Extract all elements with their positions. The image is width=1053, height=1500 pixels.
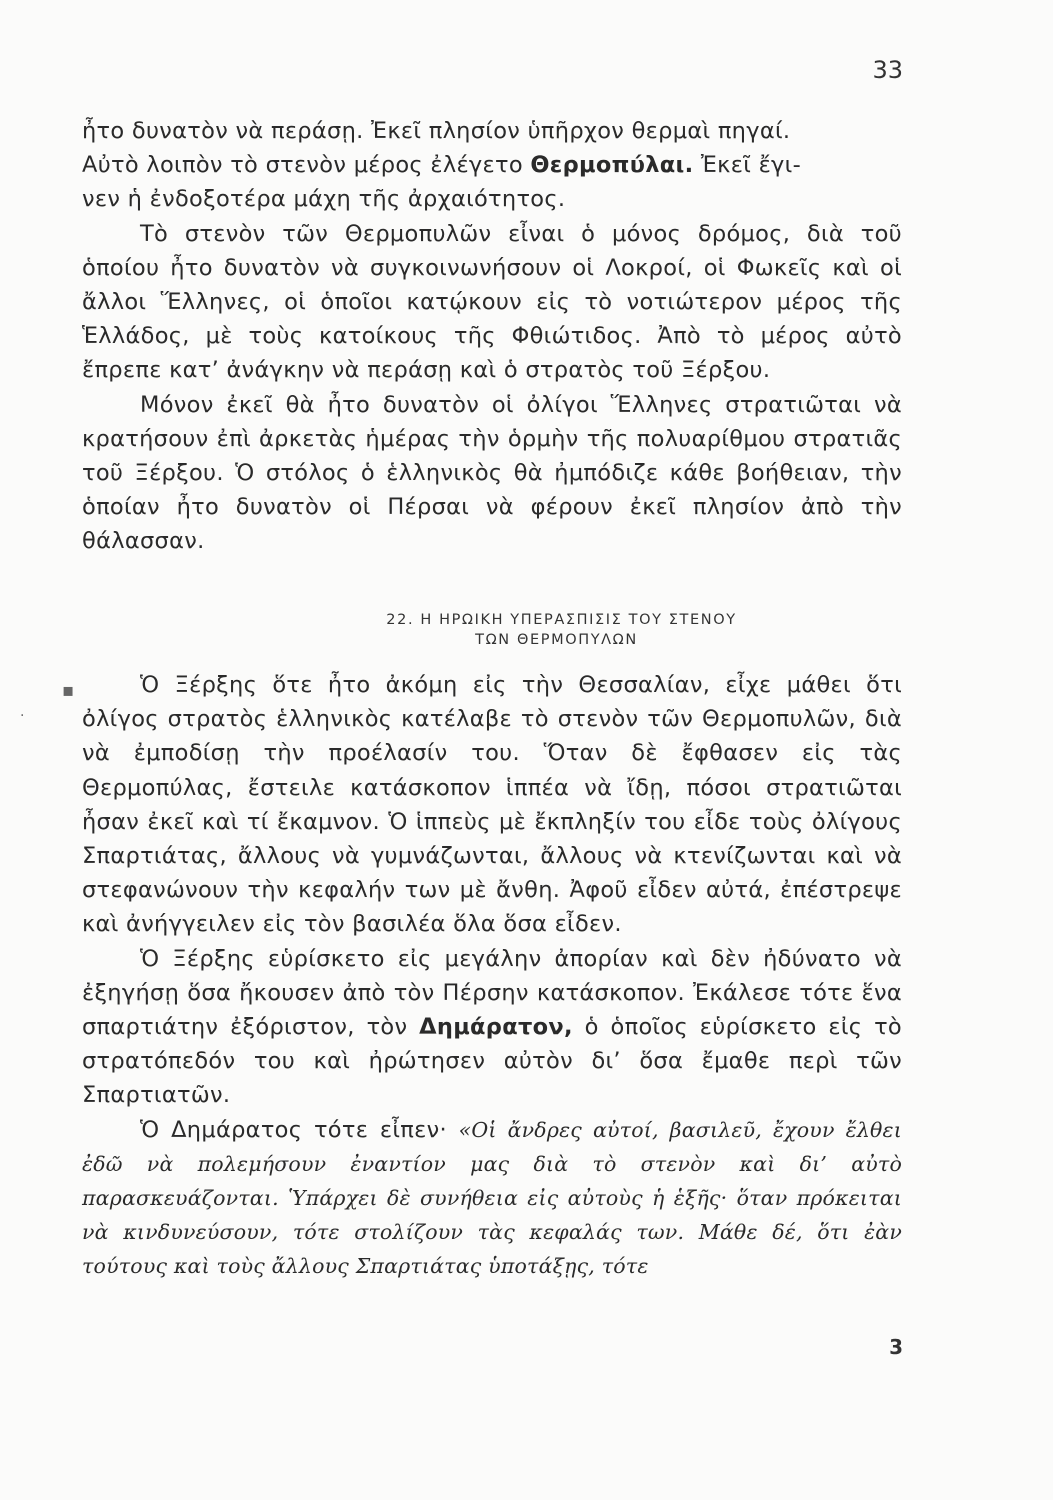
- paragraph-6-start: Ὁ Δημάρατος τότε εἶπεν·: [140, 1116, 459, 1143]
- paragraph-6: [82, 1113, 902, 1284]
- paragraph-4: Ὁ Ξέρξης ὅτε ἦτο ἀκόμη εἰς τὴν Θεσσαλίαν, εἶχε μάθει ὅτι ὀλίγος στρατὸς ἑλληνικὸς κατέλαβε τὸ στενὸν τῶν Θερμοπυλῶν, διὰ νὰ ἐμποδίσῃ τὴν προέλασίν του. Ὅταν δὲ ἔφθασεν εἰς τὰς Θερμοπύλας, ἔστειλε κατάσκοπον ἱππέα νὰ ἴδῃ, πόσοι στρατιῶται ἦσαν ἐκεῖ καὶ τί ἔκαμνον. Ὁ ἱππεὺς μὲ ἔκπληξίν του εἶδε τοὺς ὀλίγους Σπαρτιάτας, ἄλλους νὰ γυμνάζωνται, ἄλλους νὰ κτενίζωνται καὶ νὰ στεφανώνουν τὴν κεφαλήν των μὲ ἄνθη. Ἀφοῦ εἶδεν αὐτά, ἐπέστρεψε καὶ ἀνήγγειλεν εἰς τὸν βασιλέα ὅλα ὅσα εἶδεν.: [82, 672, 902, 938]
- margin-mark-small: ·: [20, 708, 25, 724]
- signature-mark: 3: [889, 1335, 903, 1359]
- paragraph-5: [82, 942, 902, 1113]
- margin-mark: ▪: [62, 680, 75, 701]
- section-heading-line-2: ΤΩΝ ΘΕΡΜΟΠΥΛΩΝ: [475, 632, 638, 648]
- demaratus-quote: «Οἱ ἄνδρες αὐτοί, βασιλεῦ, ἔχουν ἔλθει ἐδῶ νὰ πολεμήσουν ἐναντίον μας διὰ τὸ στενὸν καὶ δι’ αὐτὸ παρασκευάζονται. Ὑπάρχει δὲ συνήθεια εἰς αὐτοὺς ἡ ἑξῆς· ὅταν πρόκειται νὰ κινδυνεύσουν, τότε στολίζουν τὰς κεφαλάς των. Μάθε δέ, ὅτι ἐὰν τούτους καὶ τοὺς ἄλλους Σπαρτιάτας ὑποτάξῃς, τότε: [82, 1117, 902, 1279]
- text-block-top: [82, 114, 902, 559]
- paragraph-5-start: Ὁ Ξέρξης εὑρίσκετο εἰς μεγάλην ἀπορίαν καὶ δὲν ἠδύνατο νὰ ἐξηγήσῃ ὅσα ἤκουσεν ἀπὸ τὸν Πέρσην κατάσκοπον. Ἐκάλεσε τότε ἕνα σπαρτιάτην ἐξόριστον, τὸν: [82, 945, 902, 1041]
- paragraph-5-end: ὁ ὁποῖος εὑρίσκετο εἰς τὸ στρατόπεδόν του καὶ ἠρώτησεν αὐτὸν δι’ ὅσα ἔμαθε περὶ τῶν Σπαρτιατῶν.: [82, 1014, 902, 1109]
- page-number: 33: [872, 56, 903, 84]
- paragraph-1: [82, 114, 902, 217]
- paragraph-2: Τὸ στενὸν τῶν Θερμοπυλῶν εἶναι ὁ μόνος δρόμος, διὰ τοῦ ὁποίου ἦτο δυνατὸν νὰ συγκοινωνήσουν οἱ Λοκροί, οἱ Φωκεῖς καὶ οἱ ἄλλοι Ἕλληνες, οἱ ὁποῖοι κατῴκουν εἰς τὸ νοτιώτερον μέρος τῆς Ἑλλάδος, μὲ τοὺς κατοίκους τῆς Φθιώτιδος. Ἀπὸ τὸ μέρος αὐτὸ ἔπρεπε κατ’ ἀνάγκην νὰ περάσῃ καὶ ὁ στρατὸς τοῦ Ξέρξου.: [82, 220, 902, 384]
- person-name-demaratus: Δημάρατον,: [419, 1014, 573, 1041]
- paragraph-1-line-2-end: Ἐκεῖ ἔγι-: [693, 152, 801, 179]
- text-block-bottom: [82, 668, 902, 1284]
- place-name-thermopylae: Θερμοπύλαι.: [530, 152, 694, 179]
- paragraph-1-line-1: ἦτο δυνατὸν νὰ περάσῃ. Ἐκεῖ πλησίον ὑπῆρχον θερμαὶ πηγαί.: [82, 118, 791, 144]
- section-heading-line-1: 22. Η ΗΡΩΙΚΗ ΥΠΕΡΑΣΠΙΣΙΣ ΤΟΥ ΣΤΕΝΟΥ: [386, 612, 737, 628]
- paragraph-3: Μόνον ἐκεῖ θὰ ἦτο δυνατὸν οἱ ὀλίγοι Ἕλληνες στρατιῶται νὰ κρατήσουν ἐπὶ ἀρκετὰς ἡμέρας τὴν ὁρμὴν τῆς πολυαρίθμου στρατιᾶς τοῦ Ξέρξου. Ὁ στόλος ὁ ἑλληνικὸς θὰ ἠμπόδιζε κάθε βοήθειαν, τὴν ὁποίαν ἦτο δυνατὸν οἱ Πέρσαι νὰ φέρουν ἐκεῖ πλησίον ἀπὸ τὴν θάλασσαν.: [82, 391, 902, 555]
- paragraph-1-line-2: Αὐτὸ λοιπὸν τὸ στενὸν μέρος ἐλέγετο: [82, 152, 531, 179]
- paragraph-1-line-3: νεν ἡ ἐνδοξοτέρα μάχη τῆς ἀρχαιότητος.: [82, 186, 566, 213]
- section-heading: [0, 610, 1053, 650]
